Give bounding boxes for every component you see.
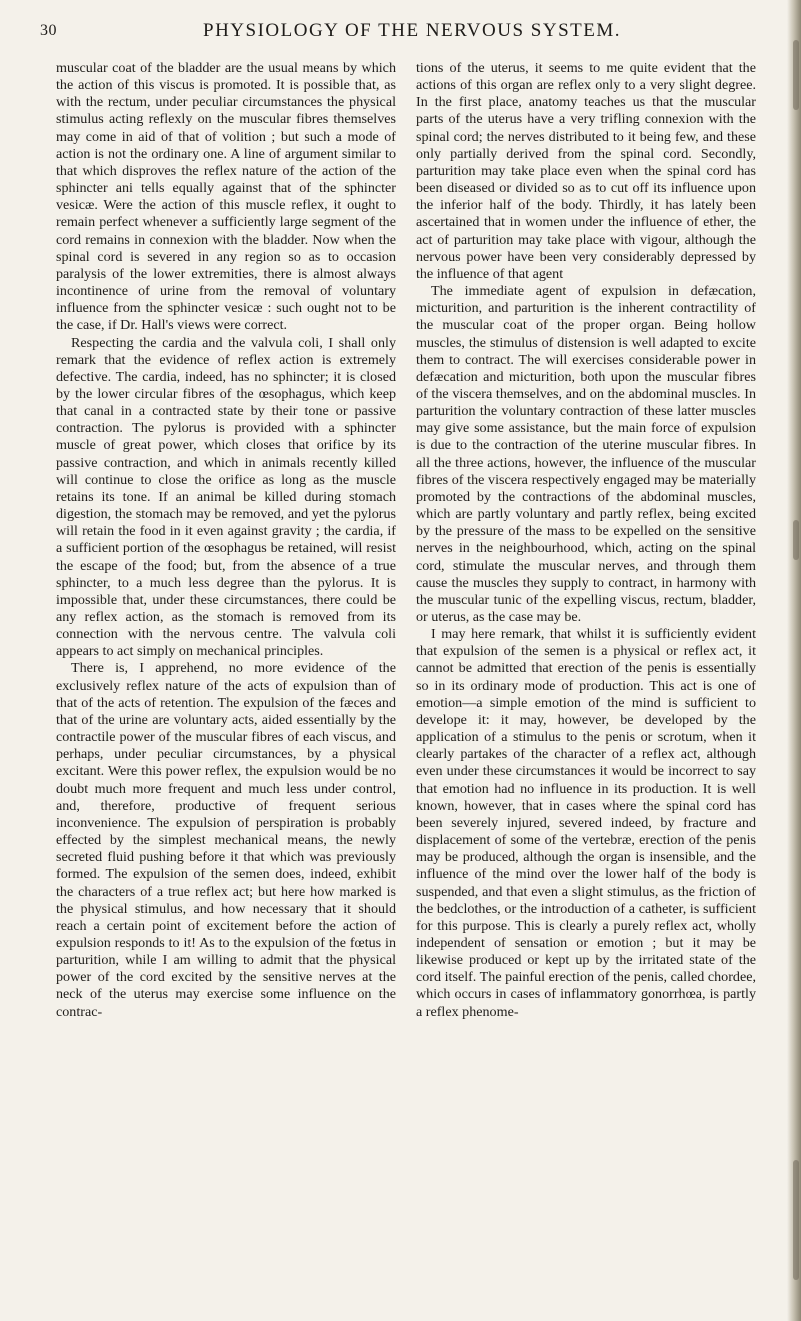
paragraph: There is, I apprehend, no more evidence of the exclusively reflex nature of the acts of expulsion than of that of the acts of retention. The expulsion of the fæces and that of the urine are voluntary acts, aided essentially by the contractile power of the muscular fibres of each viscus, and perhaps, under peculiar circumstances, by a physical excitant. Were this power reflex, the expulsion would be no doubt much more frequent and much less under control, and, therefore, productive of frequent serious inconvenience. The expulsion of perspiration is probably effected by the simplest mechanical means, the newly secreted fluid pushing before it that which was previously formed. The expulsion of the semen does, indeed, exhibit the characters of a true reflex act; but here how marked is the physical stimulus, and how necessary that it should reach a certain point of excitement before the action of expulsion responds to it! As to the expulsion of the fœtus in parturition, while I am willing to admit that the physical power of the cord excited by the sensitive nerves at the neck of the uterus may exercise some influence on the contrac- — [56, 660, 396, 1020]
page-number: 30 — [40, 22, 57, 39]
page-edge-shadow — [787, 0, 801, 1321]
paragraph: Respecting the cardia and the valvula coli, I shall only remark that the evidence of reflex action is extremely defective. The cardia, indeed, has no sphincter; it is closed by the lower circular fibres of the œsophagus, which keep that canal in a contracted state by their tone or passive contraction. The pylorus is provided with a sphincter muscle of great power, which closes that orifice by its passive contraction, and which in animals recently killed will continue to close the orifice as long as the muscle retains its tone. If an animal be killed during stomach digestion, the stomach may be removed, and yet the pylorus will retain the food in it even against gravity ; the cardia, if a sufficient portion of the œsophagus be retained, will resist the escape of the food; but, from the absence of a true sphincter, to a much less degree than the pylorus. It is impossible that, under these circumstances, there could be any reflex action, as the stomach is removed from its connection with the nervous centre. The valvula coli appears to act simply on mechanical principles. — [56, 334, 396, 660]
paragraph: tions of the uterus, it seems to me quite evident that the actions of this organ are reflex only to a very slight degree. In the first place, anatomy teaches us that the muscular parts of the uterus have a very trifling connexion with the spinal cord; the nerves distributed to it being few, and these only partially derived from the spinal cord. Secondly, parturition may take place even when the spinal cord has been diseased or divided so as to cut off its influence upon the inferior half of the body. Thirdly, it has lately been ascertained that in women under the influence of ether, the act of parturition may take place with vigour, although the nervous power have been very considerably depressed by the influence of that agent — [416, 60, 756, 282]
paragraph: I may here remark, that whilst it is sufficiently evident that expulsion of the semen is a physical or reflex act, it cannot be admitted that erection of the penis is essentially so in its ordinary mode of production. This act is one of emotion—a simple emotion of the mind is sufficient to develope it: it may, however, be developed by the application of a stimulus to the penis or scrotum, when it clearly partakes of the character of a reflex act, although even under these circumstances it would be incorrect to say that emotion had no influence in its production. It is well known, however, that in cases where the spinal cord has been severely injured, severed indeed, by fracture and displacement of some of the vertebræ, erection of the penis may be produced, although the organ is insensible, and the influence of the mind over the lower half of the body is suspended, and that even a slight stimulus, as the friction of the bedclothes, or the introduction of a catheter, is sufficient for this purpose. This is clearly a purely reflex act, wholly independent of sensation or emotion ; but it may be likewise produced or kept up by the irritated state of the cord itself. The painful erection of the penis, called chordee, which occurs in cases of inflammatory gonorrhœa, is partly a reflex phenome- — [416, 626, 756, 1020]
page-edge-mark — [793, 520, 799, 560]
paragraph: muscular coat of the bladder are the usual means by which the action of this viscus is promoted. It is possible that, as with the rectum, under peculiar circumstances the physical stimulus acting reflexly on the muscular fibres themselves may come in aid of that of volition ; but such a mode of action is not the ordinary one. A line of argument similar to that which disproves the reflex nature of the action of the sphincter ani tells equally against that of the sphincter vesicæ. Were the action of this muscle reflex, it ought to remain perfect whenever a sufficiently large segment of the cord remains in connexion with the bladder. Now when the spinal cord is severed in any region so as to occasion paralysis of the lower extremities, there is almost always incontinence of urine from the removal of voluntary influence from the sphincter vesicæ : such ought not to be the case, if Dr. Hall's views were correct. — [56, 60, 396, 334]
running-title: PHYSIOLOGY OF THE NERVOUS SYSTEM. — [203, 20, 621, 41]
page-edge-mark — [793, 1160, 799, 1280]
page-header — [36, 18, 788, 48]
paragraph: The immediate agent of expulsion in defæcation, micturition, and parturition is the inherent contractility of the muscular coat of the proper organ. Being hollow muscles, the stimulus of distension is well adapted to excite them to contract. The will exercises considerable power in defæcation and micturition, both upon the muscular fibres of the viscera themselves, and on the abdominal muscles. In parturition the voluntary contraction of these latter muscles may give some assistance, but the main force of expulsion is due to the contraction of the uterine muscular fibres. In all the three actions, however, the influence of the muscular fibres of the viscera respectively engaged may be materially promoted by the contractions of the abdominal muscles, which are partly voluntary and partly reflex, being excited by the pressure of the mass to be expelled on the sensitive nerves in the neighbourhood, which, acting on the spinal cord, stimulate the muscular nerves, and through them cause the muscles they supply to contract, in harmony with the muscular tunic of the expelling viscus, rectum, bladder, or uterus, as the case may be. — [416, 283, 756, 625]
right-column — [416, 60, 756, 1021]
page-edge-mark — [793, 40, 799, 110]
left-column — [56, 60, 396, 1021]
